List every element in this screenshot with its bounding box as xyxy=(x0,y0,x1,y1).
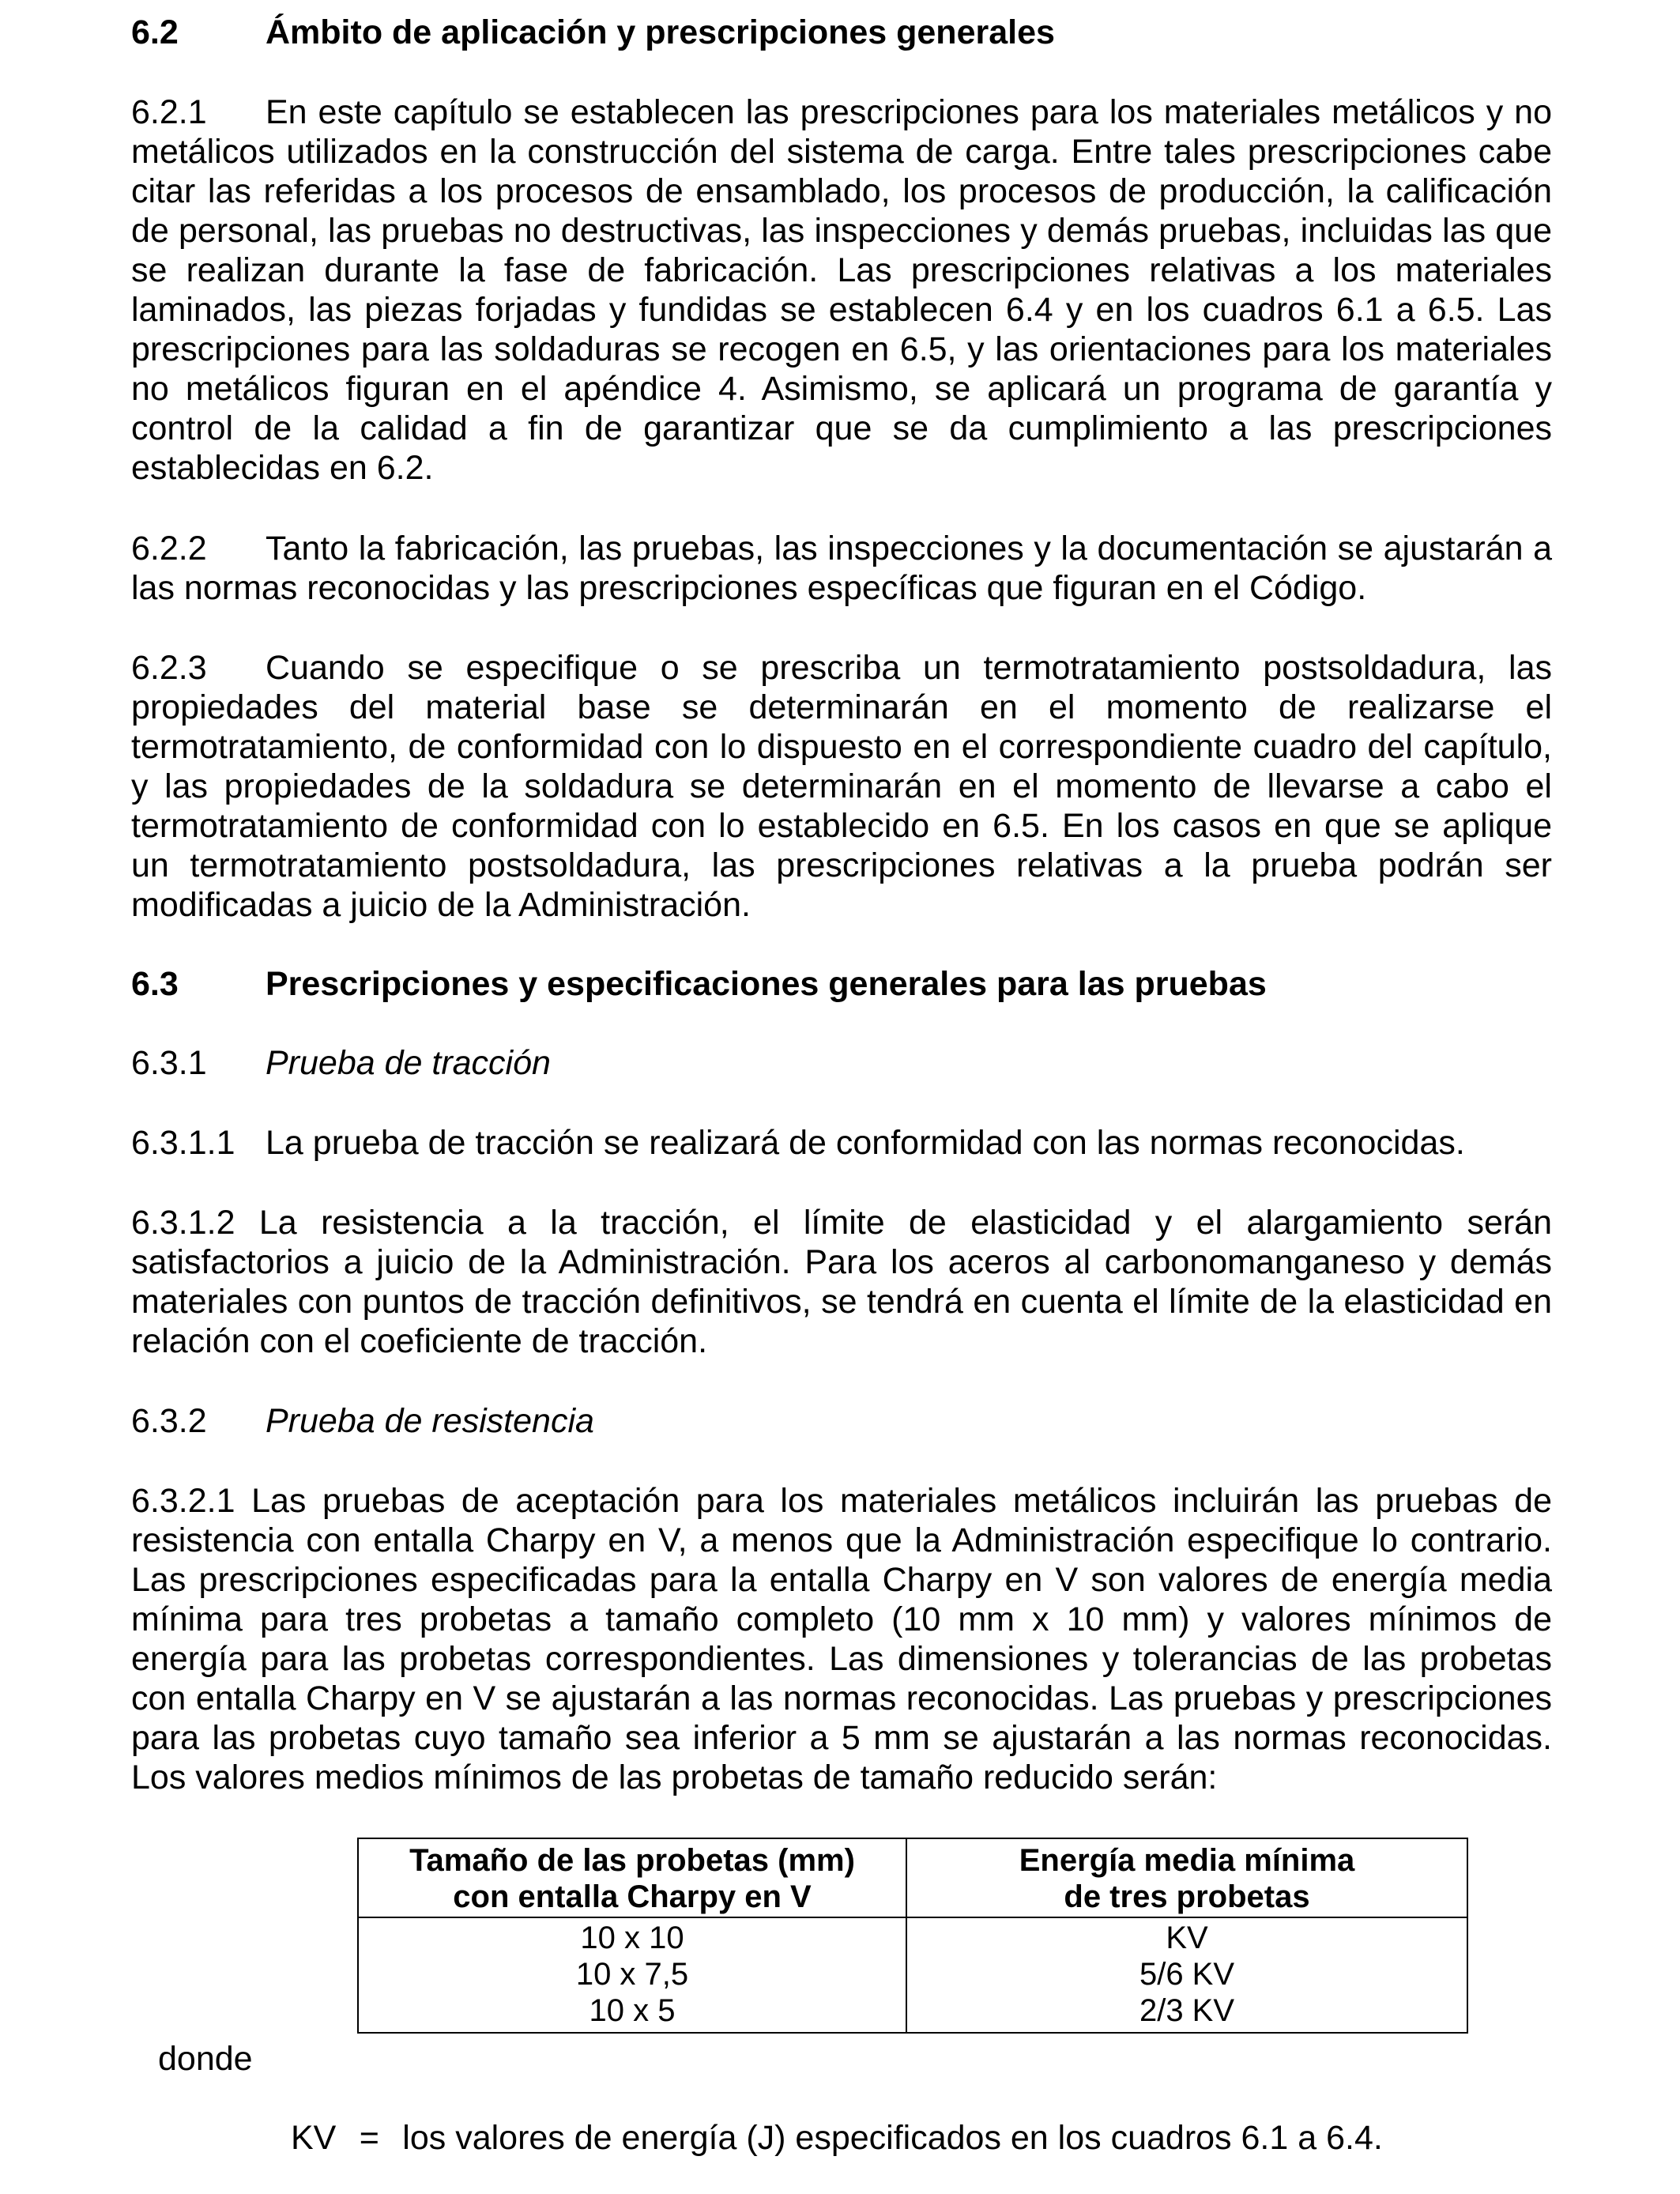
kv-definition xyxy=(291,2118,1383,2158)
paragraph-6-3-1-2 xyxy=(131,1203,1552,1361)
paragraph-text: Las pruebas de aceptación para los materiales metálicos incluirán las pruebas de resistencia con entalla Charpy en V, a menos que la Administración especifique lo contrario. Las prescripciones especificadas para la entalla Charpy en V son valores de energía media mínima para tres probetas a tamaño completo (10 mm x 10 mm) y valores mínimos de energía para las probetas correspondientes. Las dimensiones y tolerancias de las probetas con entalla Charpy en V se ajustarán a las normas reconocidas. Las pruebas y prescripciones para las probetas cuyo tamaño sea inferior a 5 mm se ajustarán a las normas reconocidas. Los valores medios mínimos de las probetas de tamaño reducido serán: xyxy=(131,1482,1552,1796)
section-title: Ámbito de aplicación y prescripciones generales xyxy=(266,13,1055,51)
paragraph-number: 6.3.1.2 xyxy=(131,1204,235,1242)
paragraph-number: 6.2.2 xyxy=(131,530,207,567)
subheading-title: Prueba de resistencia xyxy=(266,1402,594,1440)
table-row xyxy=(358,1917,1467,2033)
subheading-6-3-1 xyxy=(131,1043,1552,1083)
paragraph-number: 6.2.1 xyxy=(131,93,207,131)
kv-text: los valores de energía (J) especificados en los cuadros 6.1 a 6.4. xyxy=(402,2119,1383,2157)
paragraph-text: En este capítulo se establecen las prescripciones para los materiales metálicos y no metálicos utilizados en la construcción del sistema de carga. Entre tales prescripciones cabe citar las referidas a los procesos de ensamblado, los procesos de producción, la calificación de personal, las pruebas no destructivas, las inspecciones y demás pruebas, incluidas las que se realizan durante la fase de fabricación. Las prescripciones relativas a los materiales laminados, las piezas forjadas y fundidas se establecen 6.4 y en los cuadros 6.1 a 6.5. Las prescripciones para las soldaduras se recogen en 6.5, y las orientaciones para los materiales no metálicos figuran en el apéndice 4. Asimismo, se aplicará un programa de garantía y control de la calidad a fin de garantizar que se da cumplimiento a las prescripciones establecidas en 6.2. xyxy=(131,93,1552,487)
paragraph-number: 6.3.2.1 xyxy=(131,1482,235,1520)
kv-equals: = xyxy=(359,2119,379,2157)
section-number: 6.3 xyxy=(131,965,179,1003)
section-number: 6.2 xyxy=(131,13,179,51)
paragraph-6-2-1 xyxy=(131,92,1552,488)
donde-label: donde xyxy=(158,2040,253,2078)
table-header-energy: Energía media mínima de tres probetas xyxy=(906,1838,1467,1917)
paragraph-text: La resistencia a la tracción, el límite de elasticidad y el alargamiento serán satisfactorios a juicio de la Administración. Para los aceros al carbonomanganeso y demás materiales con puntos de tracción definitivos, se tendrá en cuenta el límite de la elasticidad en relación con el coeficiente de tracción. xyxy=(131,1204,1553,1360)
table-header-size: Tamaño de las probetas (mm) con entalla Charpy en V xyxy=(358,1838,906,1917)
paragraph-text: La prueba de tracción se realizará de conformidad con las normas reconocidas. xyxy=(266,1124,1465,1162)
section-title: Prescripciones y especificaciones generales para las pruebas xyxy=(266,965,1267,1003)
paragraph-text: Cuando se especifique o se prescriba un termotratamiento postsoldadura, las propiedades del material base se determinarán en el momento de realizarse el termotratamiento, de conformidad con lo dispuesto en el correspondiente cuadro del capítulo, y las propiedades de la soldadura se determinarán en el momento de llevarse a cabo el termotratamiento de conformidad con lo establecido en 6.5. En los casos en que se aplique un termotratamiento postsoldadura, las prescripciones relativas a la prueba podrán ser modificadas a juicio de la Administración. xyxy=(131,649,1552,924)
paragraph-6-3-2-1 xyxy=(131,1481,1552,1797)
paragraph-6-2-2 xyxy=(131,529,1552,608)
paragraph-6-2-3 xyxy=(131,648,1552,925)
table-cell-energy: KV 5/6 KV 2/3 KV xyxy=(906,1917,1467,2033)
section-heading-6-3 xyxy=(131,964,1552,1004)
charpy-table xyxy=(357,1838,1468,2034)
section-heading-6-2 xyxy=(131,13,1552,52)
table-header-row xyxy=(358,1838,1467,1917)
paragraph-6-3-1-1 xyxy=(131,1123,1552,1163)
paragraph-text: Tanto la fabricación, las pruebas, las inspecciones y la documentación se ajustarán a las normas reconocidas y las prescripciones específicas que figuran en el Código. xyxy=(131,530,1552,607)
subheading-6-3-2 xyxy=(131,1401,1552,1441)
paragraph-number: 6.2.3 xyxy=(131,649,207,687)
subheading-number: 6.3.1 xyxy=(131,1044,207,1082)
subheading-number: 6.3.2 xyxy=(131,1402,207,1440)
paragraph-number: 6.3.1.1 xyxy=(131,1124,235,1162)
kv-term: KV xyxy=(291,2119,337,2157)
subheading-title: Prueba de tracción xyxy=(266,1044,551,1082)
table-cell-size: 10 x 10 10 x 7,5 10 x 5 xyxy=(358,1917,906,2033)
